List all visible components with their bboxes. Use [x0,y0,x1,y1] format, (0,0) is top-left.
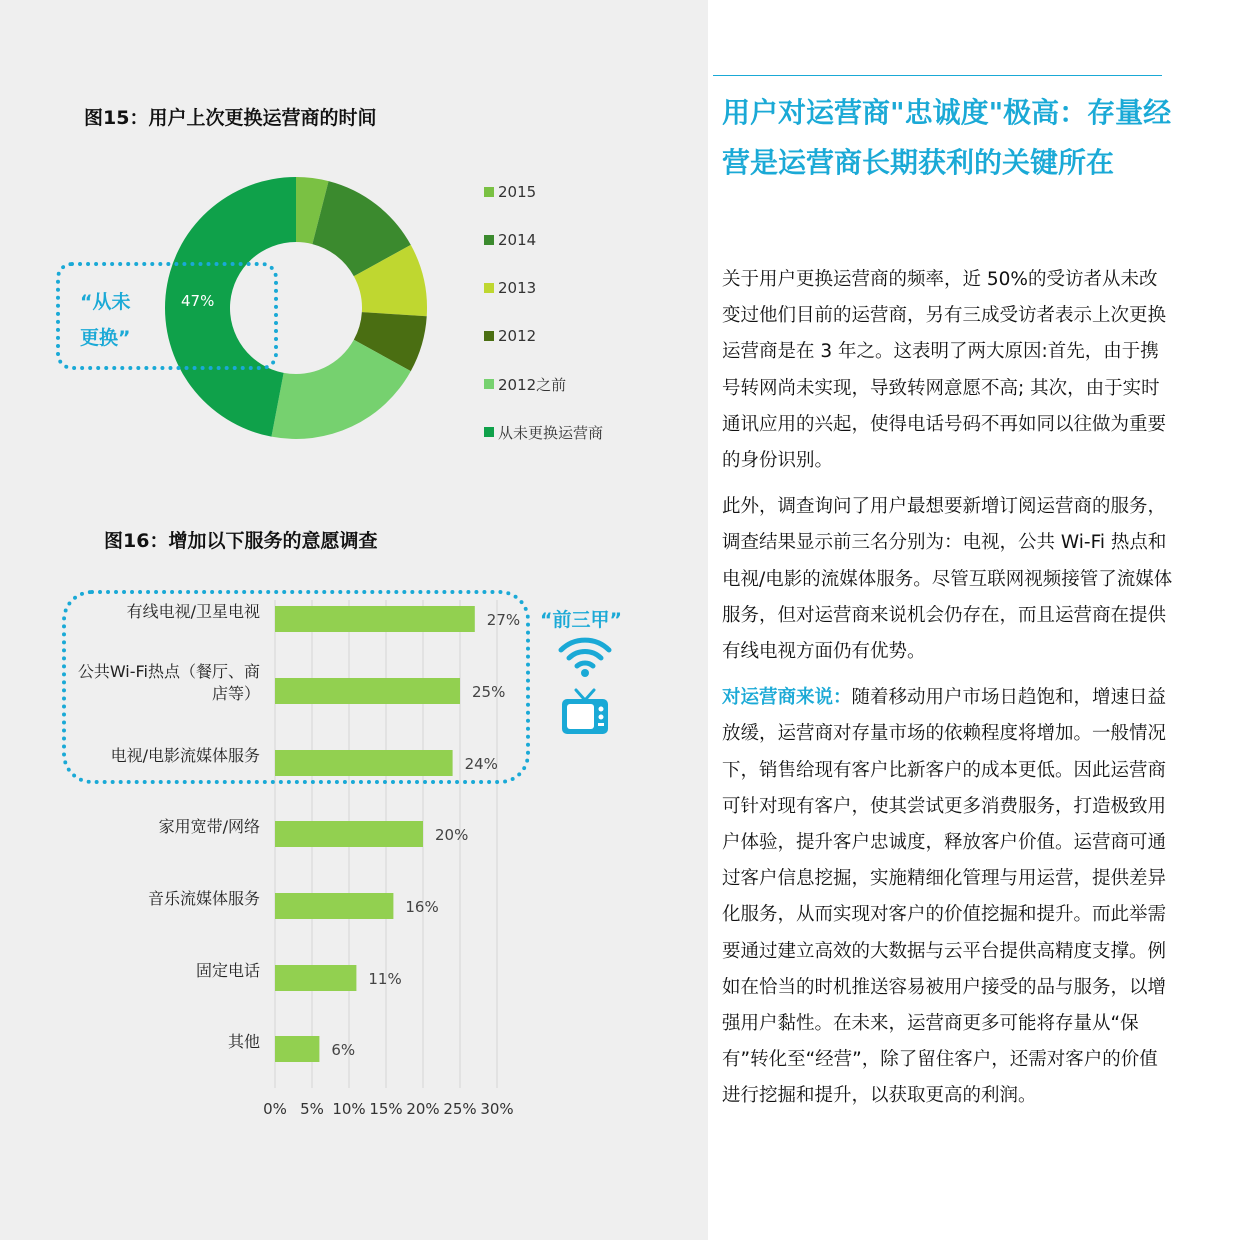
paragraph-3-text: 随着移动用户市场日趋饱和，增速日益放缓，运营商对存量市场的依赖程度将增加。一般情况下，销售给现有客户比新客户的成本更低。因此运营商可针对现有客户，使其尝试更多消费服务，打造极致用户体验，提升客户忠诚度，释放客户价值。运营商可通过客户信息挖掘，实施精细化管理与用运营，提供差异化服务，从而实现对客户的价值挖掘和提升。而此举需要通过建立高效的大数据与云平台提供高精度支撑。例如在恰当的时机推送容易被用户接受的品与服务，以增强用户黏性。在未来，运营商更多可能将存量从“保有”转化至“经营”，除了留住客户，还需对客户的价值进行挖掘和提升，以获取更高的利润。 [722,687,1167,1107]
bar-value-label: 25% [472,683,506,701]
x-tick-label: 15% [369,1100,403,1118]
paragraph-1: 关于用户更换运营商的频率，近 50%的受访者从未改变过他们目前的运营商，另有三成受访者表示上次更换运营商是在 3 年之。这表明了两大原因:首先，由于携号转网尚未实现，导致转网意愿不高; 其次，由于实时通讯应用的兴起，使得电话号码不再如同以往做为重要的身份识别。 [722,269,1167,472]
bar-value-label: 24% [464,755,498,773]
legend-swatch [484,187,494,197]
category-label: 公共Wi-Fi热点（餐厅、商 [77,662,260,681]
legend-label: 2012 [498,327,537,345]
article-headline: 用户对运营商"忠诚度"极高：存量经营是运营商长期获利的关键所在 [722,96,1172,179]
legend-item [484,373,566,395]
legend-swatch [484,379,494,389]
legend-label: 2012之前 [498,375,567,394]
x-tick-label: 20% [406,1100,440,1118]
category-label: 家用宽带/网络 [158,817,260,836]
bar-value-label: 20% [435,826,469,844]
legend-item [484,277,536,299]
category-label: 固定电话 [195,961,260,980]
figure16-title: 图16：增加以下服务的意愿调查 [104,530,378,552]
legend-swatch [484,427,494,437]
bar [275,1036,319,1062]
category-label: 音乐流媒体服务 [147,889,260,908]
paragraph-3 [722,680,1174,1114]
bar-value-label: 6% [331,1041,356,1059]
bar [275,821,423,847]
legend-label: 2015 [498,183,537,201]
x-tick-label: 25% [443,1100,477,1118]
category-label: 有线电视/卫星电视 [126,602,260,621]
bar [275,965,356,991]
donut-data-label-47: 47% [181,292,215,310]
legend-item [484,325,536,347]
bar-value-label: 16% [405,898,439,916]
category-label: 电视/电影流媒体服务 [110,746,260,765]
wifi-icon [557,634,613,678]
legend-swatch [484,235,494,245]
category-label: 店等） [211,684,260,703]
bar-value-label: 27% [486,611,521,629]
paragraph-3-lead: 对运营商来说： [722,687,852,709]
paragraph-2: 此外，调查询问了用户最想要新增订阅运营商的服务，调查结果显示前三名分别为：电视，公共 Wi-Fi 热点和电视/电影的流媒体服务。尽管互联网视频接管了流媒体服务，但对运营商来说机会仍存在，而且运营商在提供有线电视方面仍有优势。 [722,496,1173,663]
figure15-title: 图15：用户上次更换运营商的时间 [84,107,377,129]
x-tick-label: 10% [332,1100,366,1118]
legend-item [484,229,536,251]
top-three-callout-frame [62,590,530,784]
legend-swatch [484,331,494,341]
legend-label: 从未更换运营商 [498,423,604,442]
headline-rule [713,75,1162,76]
x-tick-label: 30% [480,1100,514,1118]
legend-label: 2013 [498,279,537,297]
never-switched-callout-label: “从未 更换” [80,291,131,349]
category-label: 其他 [227,1032,260,1051]
bar [275,893,393,919]
legend-swatch [484,283,494,293]
legend-item [484,181,536,203]
x-tick-label: 0% [263,1100,287,1118]
legend-label: 2014 [498,231,537,249]
legend-item [484,421,603,443]
article-body [722,262,1174,1125]
bar-value-label: 11% [368,970,402,988]
x-tick-label: 5% [300,1100,324,1118]
tv-icon [560,688,610,738]
top-three-label: “前三甲” [540,609,622,631]
